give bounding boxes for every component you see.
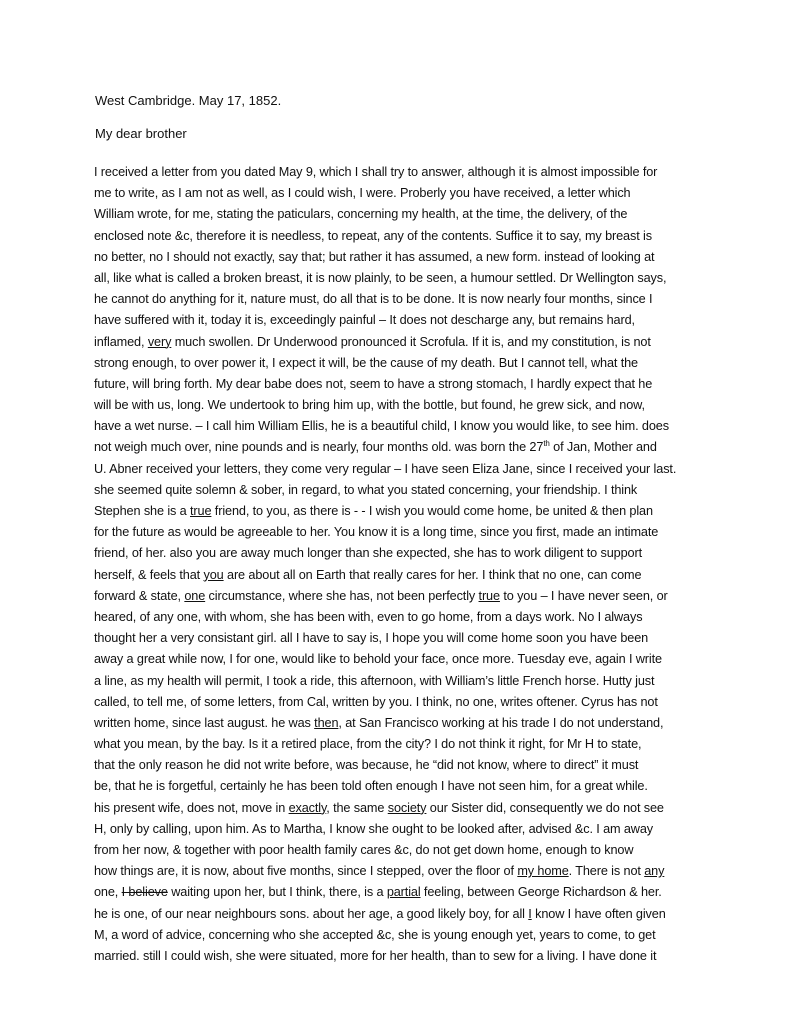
letter-line: H, only by calling, upon him. As to Martha, I know she ought to be looked after, advised &c. I am away bbox=[94, 821, 654, 836]
underlined-word: true bbox=[190, 504, 212, 518]
letter-line: for the future as would be agreeable to her. You know it is a long time, since you first, made an intimate bbox=[94, 525, 659, 540]
letter-line: from her now, & together with poor health family cares &c, do not get down home, enough to know bbox=[94, 843, 634, 857]
letter-line: will be with us, long. We undertook to bring him up, with the bottle, but found, he grew sick, and now, bbox=[94, 398, 645, 413]
letter-line: he cannot do anything for it, nature must, do all that is to be done. It is now nearly four months, since I bbox=[94, 292, 653, 307]
letter-line: herself, & feels that you are about all on Earth that really cares for her. I think that no one, can come bbox=[94, 567, 642, 582]
underlined-word: any bbox=[644, 864, 665, 879]
letter-line: thought her a very consistant girl. all I have to say is, I hope you will come home soon you have been bbox=[94, 631, 649, 646]
underlined-word: one bbox=[184, 588, 206, 603]
letter-line: friend, of her. also you are away much longer than she expected, she has to work diligent to support bbox=[94, 546, 642, 561]
letter-line: his present wife, does not, move in exactly, the same society our Sister did, consequently we do not see bbox=[94, 800, 664, 815]
underlined-word: exactly bbox=[288, 800, 327, 815]
letter-line: enclosed note &c, therefore it is needless, to repeat, any of the contents. Suffice it to say, my breast is bbox=[94, 228, 652, 243]
letter-line: he is one, of our near neighbours sons. about her age, a good likely boy, for all I know I have often given bbox=[94, 906, 666, 921]
underlined-word: my home bbox=[517, 864, 569, 879]
letter-line: married. still I could wish, she were situated, more for her health, than to sew for a living. I have done it bbox=[94, 948, 657, 963]
letter-line: have suffered with it, today it is, exceedingly painful – It does not descharge any, but remains hard, bbox=[94, 313, 635, 328]
letter-salutation: My dear brother bbox=[95, 126, 187, 141]
letter-line: all, like what is called a broken breast, it is now plainly, to be seen, a humour settled. Dr Wellington says, bbox=[94, 270, 667, 285]
letter-line: she seemed quite solemn & sober, in regard, to what you stated concerning, your friendship. I think bbox=[94, 482, 638, 497]
letter-line: called, to tell me, of some letters, from Cal, written by you. I think, no one, writes oftener. Cyrus has not bbox=[94, 694, 658, 709]
letter-line: how things are, it is now, about five months, since I stepped, over the floor of my home. There is not any bbox=[94, 864, 665, 879]
letter-line: Stephen she is a true friend, to you, as there is - - I wish you would come home, be united & then plan bbox=[94, 504, 653, 518]
letter-line: forward & state, one circumstance, where she has, not been perfectly true to you – I have never seen, or bbox=[94, 588, 668, 603]
underlined-word: then bbox=[314, 715, 339, 730]
superscript-text: th bbox=[543, 439, 550, 449]
letter-line: no better, no I should not exactly, say that; but rather it has assumed, a new form. instead of looking at bbox=[94, 249, 655, 264]
letter-line: heared, of any one, with whom, she has been with, even to go home, from a days work. No I always bbox=[94, 609, 643, 624]
underlined-word: you bbox=[203, 567, 224, 582]
letter-line: be, that he is forgetful, certainly he has been told often enough I have not seen him, for a great while. bbox=[94, 779, 648, 794]
letter-line: I received a letter from you dated May 9, which I shall try to answer, although it is almost impossible for bbox=[94, 165, 658, 179]
letter-line: written home, since last august. he was then, at San Francisco working at his trade I do not understand, bbox=[94, 715, 664, 730]
letter-line: have a wet nurse. – I call him William Ellis, he is a beautiful child, I know you would like, to see him. does bbox=[94, 419, 669, 434]
letter-line: future, will bring forth. My dear babe does not, seem to have a strong stomach, I hardly expect that he bbox=[94, 376, 653, 391]
letter-body bbox=[94, 162, 734, 967]
underlined-word: true bbox=[478, 588, 500, 603]
struck-word: I believe bbox=[121, 885, 168, 900]
letter-line: U. Abner received your letters, they come very regular – I have seen Eliza Jane, since I received your last. bbox=[94, 461, 677, 476]
letter-line: a line, as my health will permit, I took a ride, this afternoon, with William’s little French horse. Hutty just bbox=[94, 673, 655, 688]
underlined-word: society bbox=[387, 800, 427, 815]
letter-line: strong enough, to over power it, I expect it will, be the cause of my death. But I cannot tell, what the bbox=[94, 355, 638, 370]
letter-dateline: West Cambridge. May 17, 1852. bbox=[95, 93, 282, 108]
letter-line: away a great while now, I for one, would like to behold your face, once more. Tuesday eve, again I write bbox=[94, 652, 662, 667]
underlined-word: I bbox=[528, 906, 532, 921]
letter-line: M, a word of advice, concerning who she accepted &c, she is young enough yet, years to come, to get bbox=[94, 927, 656, 942]
underlined-word: very bbox=[147, 334, 172, 349]
letter-line: what you mean, by the bay. Is it a retired place, from the city? I do not think it right, for Mr H to state, bbox=[94, 737, 642, 752]
letter-line: me to write, as I am not as well, as I could wish, I were. Proberly you have received, a letter which bbox=[94, 186, 631, 201]
letter-line: one, I believe waiting upon her, but I think, there, is a partial feeling, between George Richardson & her. bbox=[94, 885, 662, 900]
letter-line: William wrote, for me, stating the paticulars, concerning my health, at the time, the delivery, of the bbox=[94, 207, 628, 222]
letter-line: inflamed, very much swollen. Dr Underwood pronounced it Scrofula. If it is, and my constitution, is not bbox=[94, 334, 651, 349]
underlined-word: partial bbox=[386, 885, 421, 900]
letter-line: that the only reason he did not write before, was because, he “did not know, where to direct” it must bbox=[94, 758, 639, 773]
letter-line: not weigh much over, nine pounds and is nearly, four months old. was born the 27th of Jan, Mother and bbox=[94, 439, 657, 455]
